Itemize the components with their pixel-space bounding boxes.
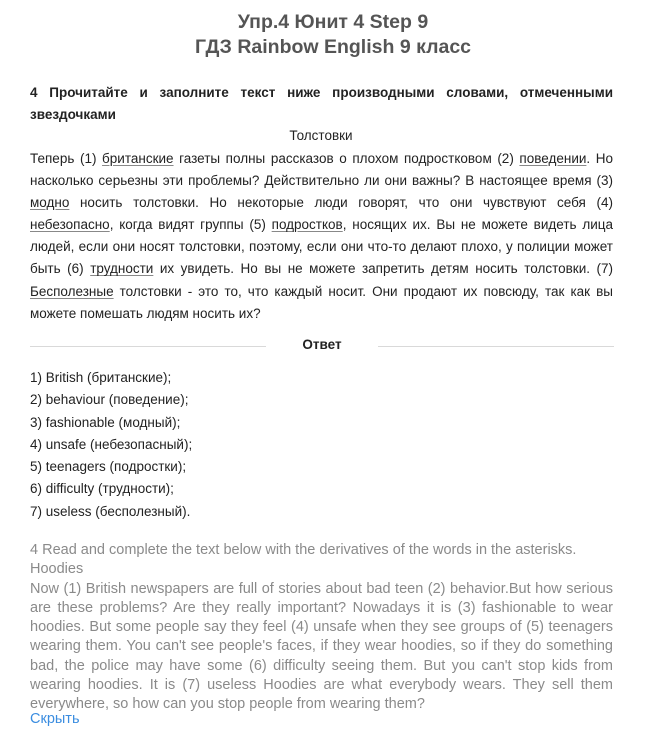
answer-word: британские [102, 151, 174, 166]
text-title: Толстовки [289, 128, 353, 143]
text-segment: , носящих их. Вы не можете видеть лица людей, если они носят толстовки, поэтому, если они что-то делают плохо, у полиции может быть (6) [30, 217, 613, 277]
answer-word: трудности [90, 261, 154, 277]
page-subtitle: ГДЗ Rainbow English 9 класс [194, 36, 472, 58]
answer-divider-left [30, 346, 266, 347]
answer-item: 4) unsafe (небезопасный); [30, 436, 193, 452]
answer-word: поведении [519, 151, 587, 166]
text-segment: Теперь (1) [30, 151, 103, 166]
answer-item: 7) useless (бесполезный). [30, 503, 191, 519]
answer-word: модно [30, 195, 70, 211]
text-segment: , когда видят группы (5) [109, 217, 272, 233]
english-text: Now (1) British newspapers are full of stories about bad teen (2) behavior.But how serious are these problems? Are they really important? Nowadays it is (3) fashionable to wear hoodies. But some people say they feel (4) unsafe when they see groups of (5) teenagers wearing them. You can't see people's faces, if they wear hoodies, so if they do something bad, the police may have some (6) difficulty seeing them. But you can't stop kids from wearing hoodies. It is (7) useless Hoodies are what everybody wears. They sell them everywhere, so how can you stop people from wearing them? [30, 580, 613, 713]
answer-item: 5) teenagers (подростки); [30, 459, 187, 475]
hide-link[interactable]: Скрыть [30, 711, 80, 727]
text-segment: . Но насколько серьезны эти проблемы? Действительно ли они важны? В настоящее время (3) [30, 151, 614, 189]
answer-item: 3) fashionable (модный); [30, 414, 181, 430]
answer-heading: Ответ [302, 337, 342, 352]
answer-divider-right [378, 346, 614, 347]
answer-item: 1) British (британские); [30, 370, 172, 385]
answer-word: подростков [271, 217, 343, 233]
answer-list [30, 367, 192, 523]
answer-word: Бесполезные [30, 283, 114, 299]
answer-item: 2) behaviour (поведение); [30, 392, 189, 408]
english-translation [30, 541, 613, 715]
task-instruction: 4 Прочитайте и заполните текст ниже производными словами, отмеченными звездочками [30, 85, 613, 122]
english-instruction: 4 Read and complete the text below with the derivatives of the words in the asterisks. [30, 542, 577, 558]
text-segment: носить толстовки. Но некоторые люди говорят, что они чувствуют себя (4) [69, 195, 613, 211]
text-segment: толстовки - это то, что каждый носит. Они продают их повсюду, так как вы можете помешать людям носить их? [30, 283, 613, 321]
text-segment: газеты полны рассказов о плохом подростковом (2) [173, 151, 520, 166]
text-segment: их увидеть. Но вы не можете запретить детям носить толстовки. (7) [153, 261, 613, 277]
answer-item: 6) difficulty (трудности); [30, 481, 174, 497]
answer-word: небезопасно [30, 217, 110, 233]
task-text [30, 148, 613, 325]
page-title: Упр.4 Юнит 4 Step 9 [237, 11, 429, 33]
english-text-title: Hoodies [30, 561, 84, 578]
